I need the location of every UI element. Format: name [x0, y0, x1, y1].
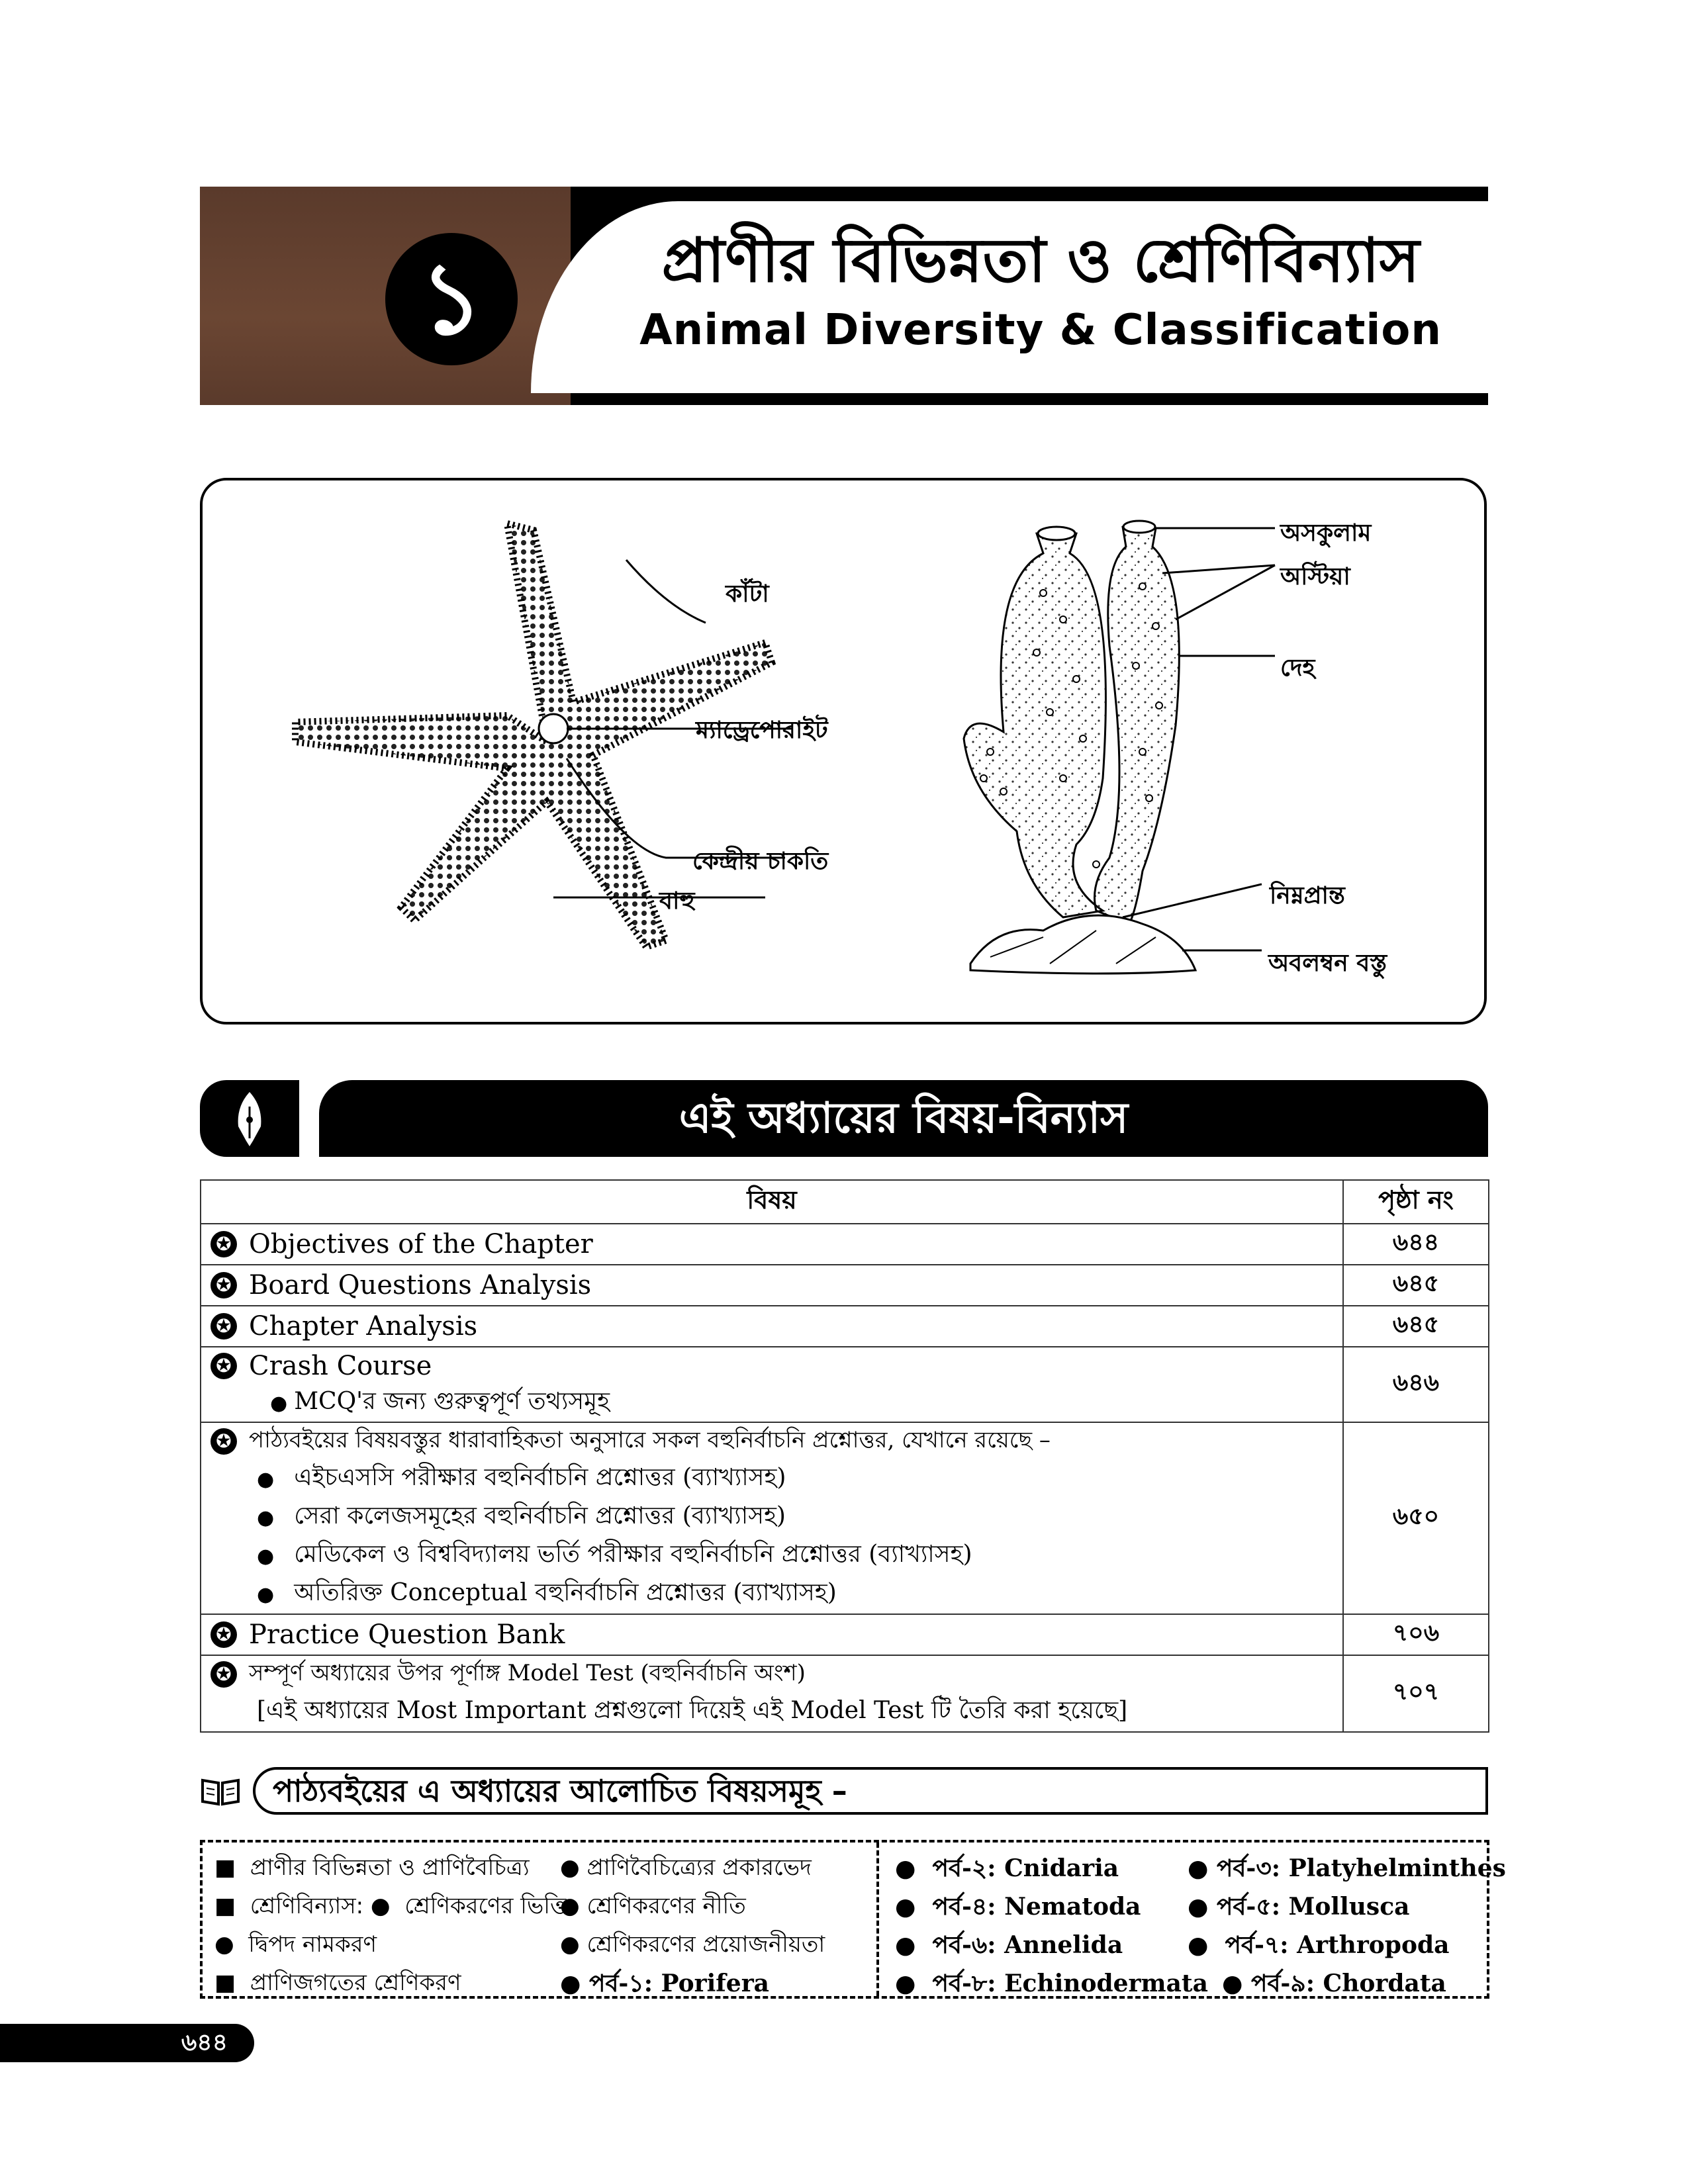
- topic-item: ● প্রাণিবৈচিত্র্যের প্রকারভেদ: [560, 1854, 812, 1881]
- star-bullet-icon: ✪: [211, 1428, 237, 1455]
- header-page: পৃষ্ঠা নং: [1343, 1180, 1489, 1224]
- row-page: ৬৪৫: [1343, 1265, 1489, 1306]
- star-bullet-icon: ✪: [211, 1353, 237, 1379]
- topic-item: ● পর্ব-৬: Annelida: [895, 1931, 1123, 1959]
- contents-banner-title: এই অধ্যায়ের বিষয়-বিন্যাস: [679, 1094, 1129, 1143]
- table-row: [201, 1265, 1489, 1306]
- open-book-icon: [200, 1778, 241, 1807]
- table-row: [201, 1655, 1489, 1732]
- row-page: ৭০৬: [1343, 1614, 1489, 1655]
- label-arm: বাহু: [659, 887, 695, 915]
- topic-item: ■ প্রাণীর বিভিন্নতা ও প্রাণিবৈচিত্র্য: [214, 1854, 530, 1881]
- row-sub-item: সেরা কলেজসমূহের বহুনির্বাচনি প্রশ্নোত্তর (ব্যাখ্যাসহ): [294, 1502, 786, 1529]
- table-row: [201, 1306, 1489, 1347]
- row-title: পাঠ্যবইয়ের বিষয়বস্তুর ধারাবাহিকতা অনুসারে সকল বহুনির্বাচনি প্রশ্নোত্তর, যেখানে রয়েছে –: [249, 1426, 1051, 1453]
- star-bullet-icon: ✪: [211, 1313, 237, 1340]
- table-row: ✪ পাঠ্যবইয়ের বিষয়বস্তুর ধারাবাহিকতা অনুসারে সকল বহুনির্বাচনি প্রশ্নোত্তর, যেখানে রয়েছে – ● এইচএসসি পরীক্ষার বহুনির্বাচনি প্রশ্নোত্তর (ব্যাখ্যাসহ) ● সেরা কলেজসমূহের বহুনির্বাচনি প্রশ্নোত্তর (ব্যাখ্যাসহ) ● মেডিকেল ও বিশ্ববিদ্যালয় ভর্তি পরীক্ষার বহুনির্বাচনি প্রশ্নোত্তর (ব্যাখ্যাসহ) ● অতিরিক্ত Conceptual বহুনির্বাচনি প্রশ্নোত্তর (ব্যাখ্যাসহ) ৬৫০: [201, 1422, 1489, 1614]
- star-bullet-icon: ✪: [211, 1621, 237, 1648]
- table-row: [201, 1614, 1489, 1655]
- row-title: Board Questions Analysis: [249, 1270, 592, 1300]
- topic-item: ● পর্ব-৫: Mollusca: [1188, 1893, 1410, 1921]
- topic-item: ● পর্ব-১: Porifera: [560, 1970, 769, 1997]
- chapter-header: [200, 187, 1488, 405]
- label-osculum: অসকুলাম: [1280, 520, 1372, 547]
- table-row: ✪ Crash Course ● MCQ'র জন্য গুরুত্বপূর্ণ তথ্যসমূহ ৬৪৬: [201, 1347, 1489, 1422]
- row-sub-item: মেডিকেল ও বিশ্ববিদ্যালয় ভর্তি পরীক্ষার বহুনির্বাচনি প্রশ্নোত্তর (ব্যাখ্যাসহ): [294, 1541, 972, 1568]
- table-header-row: [201, 1180, 1489, 1224]
- topic-item: ● শ্রেণিকরণের নীতি: [560, 1893, 746, 1919]
- topic-item: ● পর্ব-৭: Arthropoda: [1188, 1931, 1450, 1959]
- row-title: Chapter Analysis: [249, 1311, 478, 1342]
- label-central-disc: কেন্দ্রীয় চাকতি: [692, 848, 829, 875]
- leader-line-spine: [626, 560, 706, 623]
- figure-box: [200, 478, 1487, 1024]
- label-ostia: অস্টিয়া: [1280, 563, 1350, 590]
- topics-divider: [876, 1843, 879, 1996]
- topic-item: ● শ্রেণিকরণের প্রয়োজনীয়তা: [560, 1931, 825, 1958]
- pen-nib-icon: [200, 1080, 299, 1157]
- topic-item: ● পর্ব-৯: Chordata: [1222, 1970, 1446, 1997]
- sponge-illustration: [944, 514, 1315, 990]
- label-madreporite: ম্যাড্রেপোরাইট: [696, 717, 828, 744]
- topics-box: [200, 1840, 1506, 1999]
- star-bullet-icon: ✪: [211, 1661, 237, 1688]
- topic-item: ● পর্ব-৮: Echinodermata: [895, 1970, 1208, 1997]
- topic-item: ● পর্ব-২: Cnidaria: [895, 1854, 1119, 1882]
- row-page: ৬৪৬: [1343, 1347, 1489, 1422]
- page-number: ৬৪৪: [181, 2029, 228, 2056]
- topics-heading: [200, 1767, 1488, 1816]
- contents-banner: [200, 1080, 1488, 1157]
- row-page: ৬৪৪: [1343, 1224, 1489, 1265]
- row-page: ৭০৭: [1343, 1655, 1489, 1732]
- row-title: Practice Question Bank: [249, 1619, 565, 1650]
- topic-item: ■ প্রাণিজগতের শ্রেণিকরণ: [214, 1970, 461, 1996]
- chapter-number: ১: [385, 233, 518, 365]
- row-sub-item: এইচএসসি পরীক্ষার বহুনির্বাচনি প্রশ্নোত্তর (ব্যাখ্যাসহ): [294, 1464, 786, 1491]
- chapter-title-english: Animal Diversity & Classification: [639, 306, 1442, 355]
- label-substratum: অবলম্বন বস্তু: [1268, 950, 1387, 977]
- label-body: দেহ: [1280, 655, 1315, 682]
- row-sub-item: অতিরিক্ত Conceptual বহুনির্বাচনি প্রশ্নোত্তর (ব্যাখ্যাসহ): [294, 1579, 837, 1606]
- topic-item: ● পর্ব-৪: Nematoda: [895, 1893, 1141, 1921]
- label-spine: কাঁটা: [726, 580, 769, 608]
- chapter-title-bangla: প্রাণীর বিভিন্নতা ও শ্রেণিবিন্যাস: [661, 225, 1420, 296]
- row-title: সম্পূর্ণ অধ্যায়ের উপর পূর্ণাঙ্গ Model Test (বহুনির্বাচনি অংশ): [249, 1659, 806, 1686]
- row-title: Objectives of the Chapter: [249, 1229, 593, 1259]
- contents-table: [200, 1179, 1489, 1733]
- topic-item: ● দ্বিপদ নামকরণ: [214, 1931, 377, 1958]
- table-row: [201, 1224, 1489, 1265]
- row-page: ৬৪৫: [1343, 1306, 1489, 1347]
- star-bullet-icon: ✪: [211, 1272, 237, 1298]
- star-bullet-icon: ✪: [211, 1231, 237, 1257]
- page-number-tab: [0, 2024, 254, 2062]
- header-topic: বিষয়: [201, 1180, 1343, 1224]
- row-note: [এই অধ্যায়ের Most Important প্রশ্নগুলো দিয়েই এই Model Test টি তৈরি করা হয়েছে]: [257, 1697, 1128, 1724]
- topic-item: ■ শ্রেণিবিন্যাস: ● শ্রেণিকরণের ভিত্তি: [214, 1893, 567, 1919]
- row-subtitle: MCQ'র জন্য গুরুত্বপূর্ণ তথ্যসমূহ: [294, 1388, 610, 1415]
- label-base: নিম্নপ্রান্ত: [1270, 882, 1345, 909]
- topics-title: পাঠ্যবইয়ের এ অধ্যায়ের আলোচিত বিষয়সমূহ –: [273, 1773, 847, 1809]
- topic-item: ● পর্ব-৩: Platyhelminthes: [1188, 1854, 1506, 1882]
- row-page: ৬৫০: [1343, 1422, 1489, 1614]
- row-title: Crash Course: [249, 1351, 432, 1381]
